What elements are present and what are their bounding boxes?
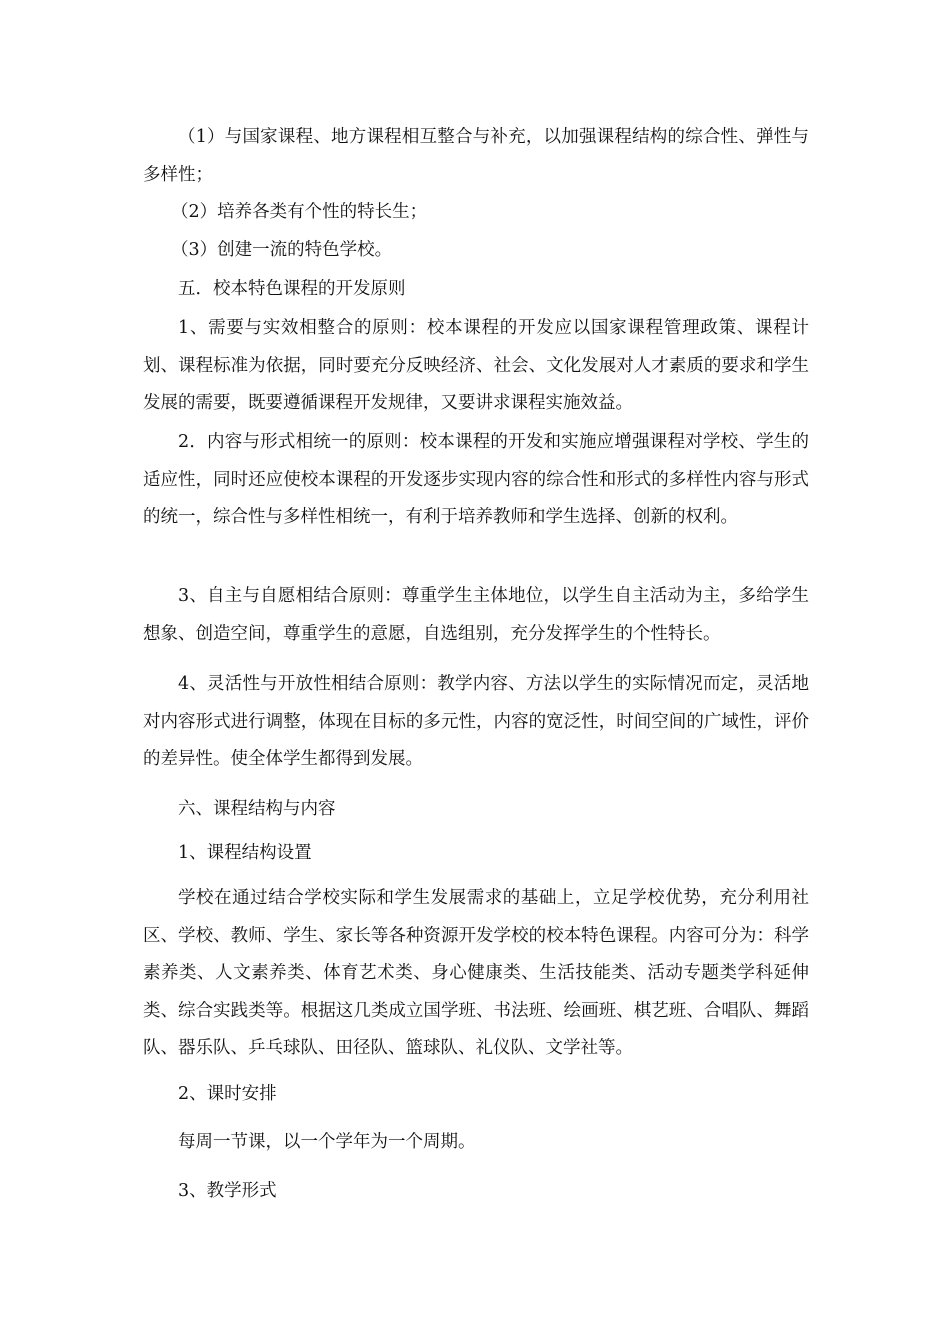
paragraph-structure: 学校在通过结合学校实际和学生发展需求的基础上，立足学校优势，充分利用社区、学校、教师、学生、家长等各种资源开发学校的校本特色课程。内容可分为：科学素养类、人文素养类、体育艺术类、身心健康类、生活技能类、活动专题类学科延伸类、综合实践类等。根据这几类成立国学班、书法班、绘画班、棋艺班、合唱队、舞蹈队、器乐队、乒乓球队、田径队、篮球队、礼仪队、文学社等。 — [143, 888, 809, 1058]
paragraph-principle-3: 3、自主与自愿相结合原则：尊重学生主体地位，以学生自主活动为主，多给学生想象、创造空间，尊重学生的意愿，自选组别，充分发挥学生的个性特长。 — [143, 586, 809, 644]
paragraph-2: （2）培养各类有个性的特长生； — [171, 202, 428, 222]
paragraph-principle-2: 2．内容与形式相统一的原则：校本课程的开发和实施应增强课程对学校、学生的适应性，同时还应使校本课程的开发逐步实现内容的综合性和形式的多样性内容与形式的统一，综合性与多样性相统一，有利于培养教师和学生选择、创新的权利。 — [143, 432, 809, 527]
paragraph-3: （3）创建一流的特色学校。 — [171, 240, 393, 260]
subheading-structure: 1、课程结构设置 — [178, 843, 312, 863]
paragraph-1: （1）与国家课程、地方课程相互整合与补充，以加强课程结构的综合性、弹性与多样性； — [143, 127, 809, 185]
paragraph-principle-4: 4、灵活性与开放性相结合原则：教学内容、方法以学生的实际情况而定，灵活地对内容形式进行调整，体现在目标的多元性，内容的宽泛性，时间空间的广域性，评价的差异性。使全体学生都得到发展。 — [143, 674, 809, 769]
subheading-teaching-form: 3、教学形式 — [178, 1181, 277, 1201]
section-heading-5: 五．校本特色课程的开发原则 — [178, 279, 406, 299]
paragraph-schedule: 每周一节课，以一个学年为一个周期。 — [178, 1132, 476, 1152]
paragraph-principle-1: 1、需要与实效相整合的原则：校本课程的开发应以国家课程管理政策、课程计划、课程标准为依据，同时要充分反映经济、社会、文化发展对人才素质的要求和学生发展的需要，既要遵循课程开发规律，又要讲求课程实施效益。 — [143, 318, 809, 413]
subheading-schedule: 2、课时安排 — [178, 1084, 277, 1104]
section-heading-6: 六、课程结构与内容 — [178, 799, 336, 819]
